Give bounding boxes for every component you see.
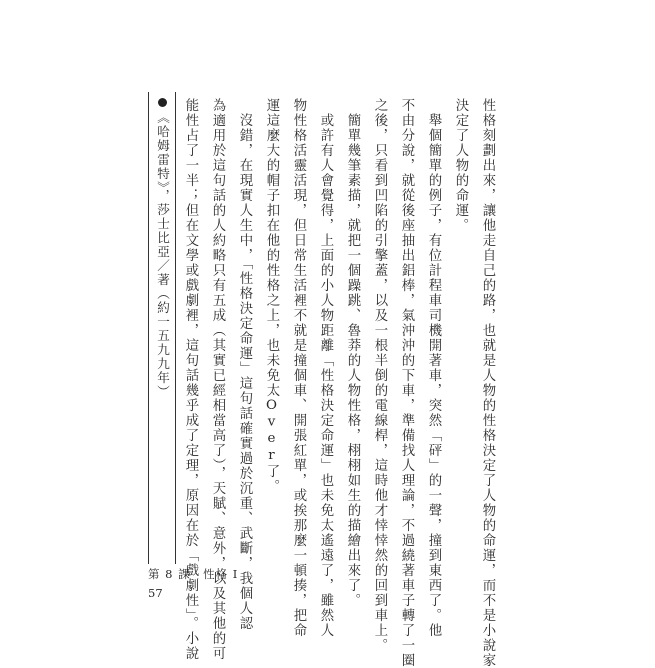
body-text-column-8: 物性格活靈活現，但日常生活裡不就是撞個車、開張紅單，或挨那麼一頓揍，把命 [291,98,306,638]
source-citation [153,98,171,399]
body-text-column-11: 為適用於這句話的人約略只有五成（其實已經相當高了），天賦、意外，以及其他的可 [210,98,225,662]
chapter-footer: 第 8 課 性格 I [148,567,239,581]
source-citation-text: 《哈姆雷特》，莎士比亞／著（約一五九九年） [155,111,170,399]
body-text-column-3: 舉個簡單的例子，有位計程車司機開著車，突然「砰」的一聲，撞到東西了。他 [426,98,441,638]
body-text-column-1: 性格刻劃出來，讓他走自己的路，也就是人物的性格決定了人物的命運，而不是小說家 [480,98,495,668]
body-text-column-2: 決定了人物的命運。 [453,98,468,233]
body-text-column-6: 簡單幾筆素描，就把一個躁跳、魯莽的人物性格，栩栩如生的描繪出來了。 [345,98,360,608]
page-number: 57 [148,586,163,600]
source-sidebar [148,92,176,564]
body-text-column-7: 或許有人會覺得，上面的小人物距離「性格決定命運」也未免太遙遠了，雖然人 [318,98,333,638]
body-text-column-10: 沒錯，在現實人生中，「性格決定命運」這句話確實過於沉重、武斷，我個人認 [237,98,252,632]
body-text-column-4: 不由分說，就從後座抽出鋁棒，氣沖沖的下車，準備找人理論，不過繞著車子轉了一圈 [399,98,414,668]
bullet-icon [158,98,167,107]
body-text-column-5: 之後，只看到凹陷的引擎蓋，以及一根半倒的電線桿，這時他才悻悻然的回到車上。 [372,98,387,653]
body-text-column-9: 運這麼大的帽子扣在他的性格之上，也未免太Over了。 [264,98,279,495]
body-text-column-12: 能性占了一半；但在文學或戲劇裡，這句話幾乎成了定理，原因在於「戲劇性」。小說 [183,98,198,662]
